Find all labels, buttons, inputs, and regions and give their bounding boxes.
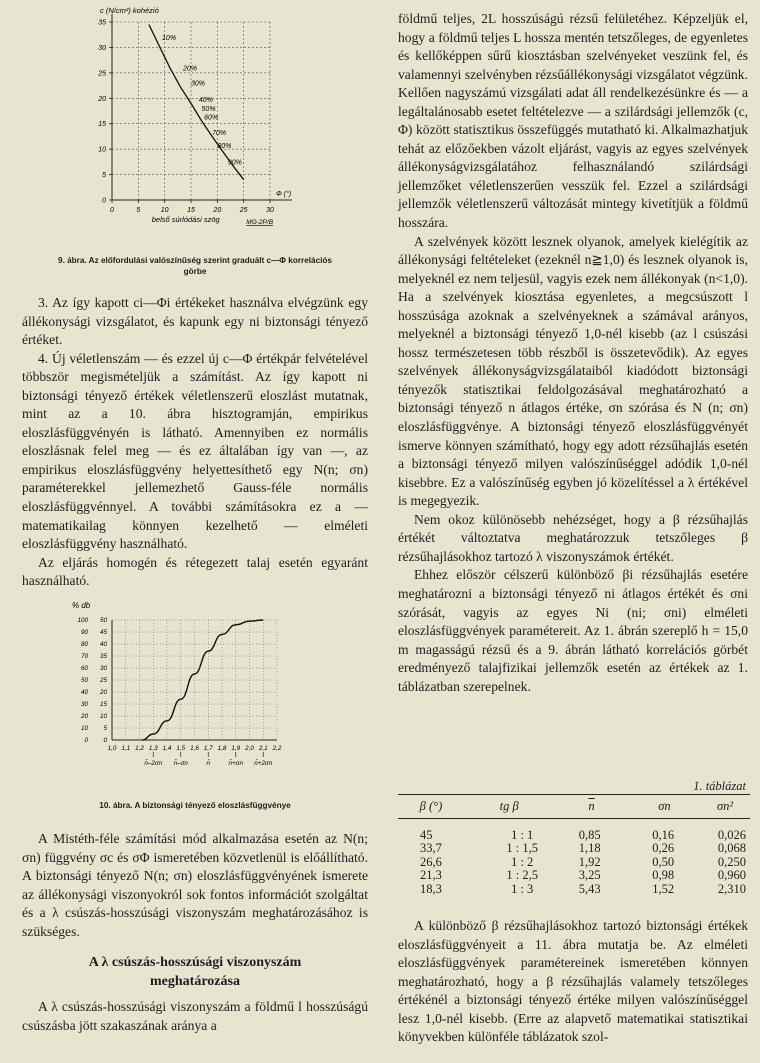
table-cell: 2,310 [717, 881, 746, 896]
figure-9-caption-line-2: görbe [183, 267, 207, 276]
percentile-label: 60% [204, 114, 219, 122]
x-tick-label: 20 [213, 207, 222, 214]
table-cell: 0,960 [717, 868, 746, 883]
x-tick-label: 1,1 [121, 745, 131, 752]
x-tick-label: 25 [239, 207, 248, 214]
table-cell: 0,16 [652, 827, 675, 842]
table-cell: 0,026 [717, 827, 746, 842]
x-tick-label: 1,6 [190, 745, 199, 752]
y-tick-label: 80 [80, 641, 88, 649]
paragraph-lambda-definition: A λ csúszás-hosszúsági viszonyszám a földmű l hosszúságú csúszásba jött szakaszának aránya a [22, 999, 368, 1033]
y2-tick-label: 15 [99, 701, 107, 709]
table-cell: 3,25 [578, 868, 601, 883]
table-cell: 0,85 [578, 827, 601, 842]
x-tick-label: 5 [136, 207, 141, 214]
section-heading-line-1: A λ csúszás-hosszúsági viszonyszám [88, 955, 302, 971]
x-tick-label: 1,4 [162, 745, 172, 752]
y-tick-label: 15 [98, 121, 106, 129]
col-header-n [554, 795, 628, 819]
table-cell: 33,7 [420, 841, 442, 856]
x-tick-label: 2,1 [258, 745, 268, 752]
table-cell: 1 : 1,5 [506, 841, 538, 856]
table-row [398, 883, 750, 897]
figure-9-caption-line-1: 9. ábra. Az előfordulási valószínűség szerint graduált c—Φ korrelációs [58, 256, 332, 265]
col-header-sigma: σn [629, 795, 701, 819]
col-header-sigma-sq: σn² [700, 795, 750, 819]
y-tick-label: 100 [77, 617, 88, 625]
y2-tick-label: 45 [99, 629, 107, 637]
percentile-label: 90% [227, 159, 242, 167]
correlation-curve [149, 25, 244, 180]
percentile-label: 30% [191, 80, 206, 88]
y-tick-label: 20 [98, 95, 106, 103]
x-tick-label: 30 [266, 207, 274, 214]
figure-9-caption [22, 255, 368, 277]
table-cell: 26,6 [420, 854, 442, 869]
table-cell: 0,068 [717, 841, 746, 856]
table-body [398, 818, 750, 896]
left-text-block-2 [22, 830, 368, 1035]
figure-10-chart [72, 590, 322, 800]
table-row [398, 818, 750, 842]
paragraph-sections: A szelvények között lesznek olyanok, amelyek kielégítik az állékonysági feltételeket (ezeknél n≧1,0) és lesznek olyanok is, melyeknél ez nem teljesül, vagyis ezek nem állékonyak (n<1,0). Ha a szelvények kiosztása egyenletes, a megcsúszott l hosszúsága azoknak a szelvényeknek a számával arányos, melyeknél a biztonsági tényező 1,0-nél kisebb (az l csúszási hossz természetesen több részből is összetevődik). Az egyes szelvények állékonyságvizsgálataiból kiadódott biztonsági tényezők statisztikai feldolgozásával meghatározható a biztonsági tényező n átlagos értéke, σn szórása és N (n; σn) eloszlásfüggvénye. A biztonsági tényező eloszlásfüggvényét ismerve könnyen számítható, hogy egy adott rézsűhajlás esetén a biztonsági tényező milyen valószínűséggel adódik 1,0-nél kisebbre. Ez a valószínűség egyben jó közelítéssel a λ értékével is megegyezik. [398, 233, 748, 509]
col-header-beta: β (°) [398, 795, 464, 819]
paragraph-parameters: Ehhez először célszerű különböző βi rézsűhajlás esetére meghatározni a biztonsági tényező ni átlagos értékét és σni szórását, vagyis az egyes Ni (ni; σni) elméleti eloszlásfüggvények paramétereit. Az 1. ábrán szereplő h = 15,0 m magasságú rézsű és a 9. ábrán látható korrelációs görbét eredményező talajfizikai jellemzők esetén az értékek az 1. táblázatban szerepelnek. [398, 567, 748, 694]
y2-tick-label: 35 [99, 653, 107, 661]
y-tick-label: 90 [80, 629, 88, 637]
table-cell: 45 [420, 827, 433, 842]
y2-tick-label: 0 [103, 737, 107, 745]
x-tick-label: 15 [187, 207, 195, 214]
table-cell: 0,98 [652, 868, 675, 883]
paragraph-misteth: A Mistéth-féle számítási mód alkalmazása esetén az N(n; σn) függvény σc és σΦ ismeretében közvetlenül is előállítható. A biztonsági tényező N(n; σn) eloszlásfüggvényének ismerete az állékonysági viszonyokról sok fontos információt szolgáltat és a λ csúszás-hosszúsági viszonyszám meghatározásához is szükséges. [22, 831, 368, 939]
sigma-marker-label: n̄+2σn [254, 760, 273, 767]
y-tick-label: 50 [80, 677, 88, 685]
table-1-grid [398, 794, 750, 897]
x-tick-label: 1,2 [135, 745, 144, 752]
paragraph-continuation: földmű teljes, 2L hosszúságú rézsű felületéhez. Képzeljük el, hogy a földmű teljes L hossza mentén tetszőleges, de egyenletes és kellőképpen sűrű kiosztásban szelvényeket veszünk fel, és valamennyi szelvényben rézsűállékonysági vizsgálatot végzünk. Kellően nagyszámú vizsgálati adat áll rendelkezésünkre és — a legáltalánosabb esetet feltételezve — a szilárdsági jellemzők (c, Φ) között statisztikus összefüggés mutatható ki. Alkalmazhatjuk tehát az előzőekben vázolt eljárást, vagyis az egyes szelvények állékonyságvizsgálatához felhasználandó szilárdsági jellemzőket véletlenszerűen vesszük fel. Ezzel a szilárdsági jellemzők véletlenszerű változását mintegy kivetítjük a földmű hosszára. [398, 11, 748, 231]
x-tick-label: 1,8 [217, 745, 227, 752]
y2-tick-label: 20 [99, 689, 107, 697]
table-cell: 0,26 [652, 841, 675, 856]
x-tick-label: 1,7 [203, 745, 213, 752]
table-1 [398, 778, 750, 897]
y-tick-label: 0 [102, 197, 106, 205]
percentile-label: 50% [201, 106, 216, 113]
table-row [398, 856, 750, 870]
percentile-label: 80% [217, 143, 232, 151]
paragraph-homogeneous: Az eljárás homogén és rétegezett talaj esetén egyaránt használható. [22, 554, 368, 589]
table-cell: 0,250 [717, 854, 746, 869]
figure-9-chart [70, 0, 320, 230]
x-tick-label: 2,2 [272, 745, 282, 752]
left-text-block-1 [22, 294, 368, 591]
x-tick-label: 1,9 [231, 745, 241, 752]
x-tick-label: 0 [110, 207, 114, 214]
percentile-label: 20% [183, 65, 198, 73]
right-text-block-2 [398, 917, 748, 1047]
y2-tick-label: 30 [99, 665, 107, 673]
y-tick-label: 60 [80, 665, 88, 673]
percentile-label: 70% [212, 129, 227, 137]
table-cell: 5,43 [578, 881, 601, 896]
y-tick-label: 0 [84, 737, 88, 745]
y-axis-label: % db [72, 601, 91, 610]
col-header-tg-beta: tg β [464, 795, 554, 819]
x-tick-label: 1,3 [148, 745, 158, 752]
table-cell: 1,52 [652, 881, 675, 896]
table-cell: 1 : 1 [511, 827, 534, 842]
sigma-marker-label: n̄+σn [228, 760, 243, 767]
table-cell: 1 : 3 [511, 881, 534, 896]
y-tick-label: 30 [80, 701, 88, 709]
percentile-label: 10% [162, 34, 177, 42]
sigma-marker-label: n̄–2σn [144, 760, 163, 767]
figure-stamp: MG-2P/B [246, 219, 274, 226]
figure-10-caption: 10. ábra. A biztonsági tényező eloszlásfüggvénye [99, 801, 291, 810]
y-tick-label: 35 [98, 19, 106, 27]
x-axis-label: belső súrlódási szög [151, 215, 220, 224]
y2-tick-label: 5 [103, 725, 107, 733]
col-header-n-text: $\overline{n}$ [588, 799, 595, 813]
y-tick-label: 70 [80, 653, 88, 661]
percentile-label: 40% [198, 96, 213, 104]
sigma-marker-label: n̄ [206, 760, 211, 767]
paragraph-step-3: 3. Az így kapott ci—Φi értékeket használva elvégzünk egy állékonysági vizsgálatot, és kapunk egy ni biztonsági tényező értéket. [22, 295, 368, 348]
table-row [398, 869, 750, 883]
right-text-block-1 [398, 10, 748, 696]
y-tick-label: 25 [98, 70, 106, 78]
table-1-title: 1. táblázat [693, 779, 746, 793]
table-cell: 1,92 [578, 854, 601, 869]
paragraph-step-4: 4. Új véletlenszám — és ezzel új c—Φ értékpár felvételével többször megismételjük a számítást. Az így kapott ni biztonsági tényező értékek véletlenszerű eloszlást mutatnak, mint az a 10. ábra hisztogramján, empirikus eloszlásfüggvényén is látható. Amennyiben ez normális eloszlásnak felel meg — és ez általában így van —, az empirikus eloszlásfüggvény helyettesíthető egy N(n; σn) paraméterekkel jellemezhető Gauss-féle normális eloszlásfüggvénnyel. A további számításokra ez a — matematikailag könnyen kezelhető — elméleti eloszlásfüggvény használható. [22, 350, 368, 552]
table-row [398, 842, 750, 856]
y-tick-label: 10 [80, 725, 88, 733]
sigma-marker-label: n̄–σn [173, 760, 188, 767]
y2-tick-label: 40 [99, 641, 107, 649]
x-tick-label: 10 [160, 207, 169, 214]
table-cell: 0,50 [652, 854, 675, 869]
y-axis-label: c (N/cm²) kohézió [100, 6, 159, 15]
y-tick-label: 30 [98, 44, 106, 52]
y-tick-label: 10 [98, 146, 106, 154]
table-cell: 21,3 [420, 868, 442, 883]
paragraph-distribution-functions: A különböző β rézsűhajlásokhoz tartozó biztonsági értékek eloszlásfüggvényeit a 11. ábra mutatja be. Az elméleti eloszlásfüggvények paramétereinek ismeretében könnyen meghatározható, hogy a β rézsűhajlás valamely tetszőleges értékénél a biztonsági tényező értéke milyen valószínűséggel lesz 1,0-nél kisebb. (Erre az alapvető matematikai statisztikai könyvekben különféle táblázatok szol- [398, 918, 748, 1045]
table-header-row [398, 795, 750, 819]
table-cell: 1,18 [578, 841, 601, 856]
paragraph-slope-variation: Nem okoz különösebb nehézséget, hogy a β rézsűhajlás értékét változtatva meghatározzuk tetszőleges β rézsűhajlásokhoz tartozó λ viszonyszámok értékét. [398, 511, 748, 564]
x-axis-end-label: Φ (°) [276, 191, 292, 198]
y-tick-label: 40 [80, 689, 88, 697]
y2-tick-label: 10 [99, 713, 107, 721]
y2-tick-label: 50 [99, 617, 107, 625]
x-tick-label: 1,0 [107, 745, 117, 752]
table-cell: 1 : 2,5 [506, 868, 538, 883]
y2-tick-label: 25 [99, 677, 107, 685]
y-tick-label: 5 [102, 172, 106, 180]
x-tick-label: 2,0 [245, 745, 254, 752]
x-tick-label: 1,5 [176, 745, 186, 752]
table-cell: 1 : 2 [511, 854, 534, 869]
section-heading-line-2: meghatározása [150, 974, 240, 990]
y-tick-label: 20 [80, 713, 88, 721]
table-cell: 18,3 [420, 881, 442, 896]
